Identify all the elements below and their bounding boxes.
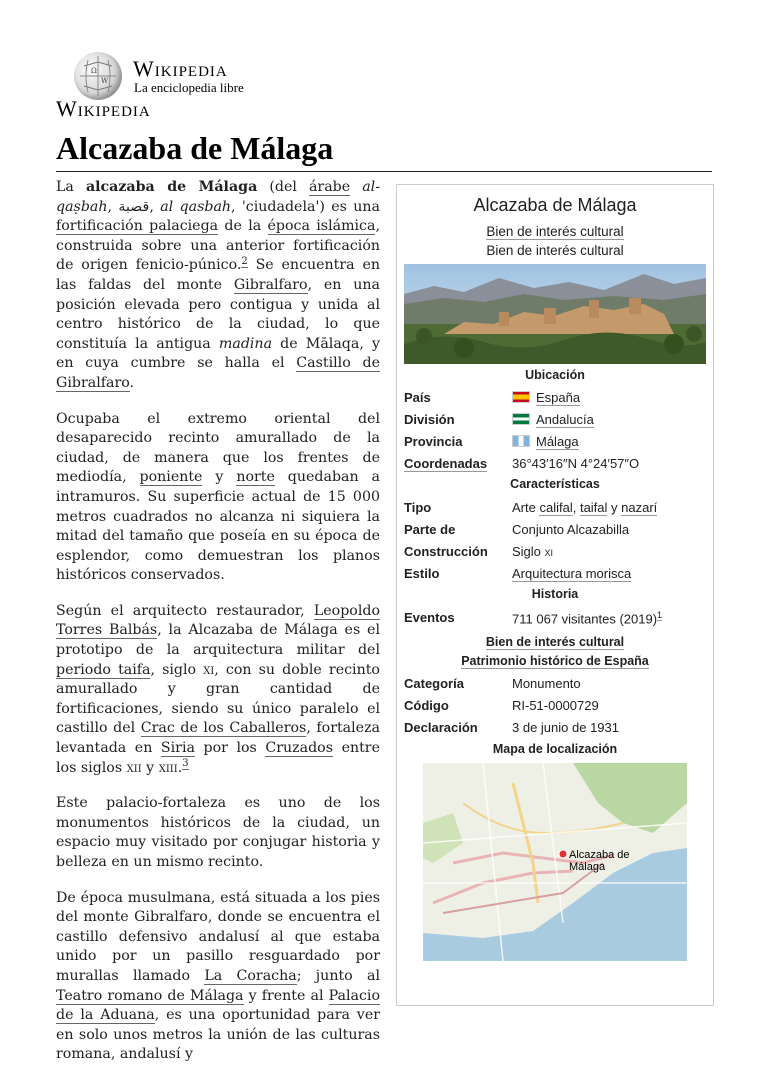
value-categoria: Monumento [512, 676, 581, 691]
link-epoca-islamica[interactable]: época islámica [267, 218, 376, 235]
century-numeral: xi [544, 544, 554, 559]
italic-text: al-qaṣbah [56, 179, 381, 215]
text: , la Alcazaba de Málaga es el prototipo de la arquitectura militar del [56, 622, 380, 659]
label-provincia: Provincia [404, 434, 463, 449]
text: , fortaleza levantada en [56, 720, 381, 757]
infobox-subtitle-link-row [397, 222, 713, 241]
row-declaracion [404, 720, 706, 740]
text: Según el arquitecto restaurador, [56, 602, 314, 619]
malaga-flag-icon [512, 435, 530, 447]
text: Siglo [512, 544, 545, 559]
value-provincia-wrap [512, 434, 579, 449]
map-label: Alcazaba de Málaga [569, 849, 630, 873]
paragraph-2 [56, 410, 380, 586]
century-numeral: xiii [158, 759, 178, 776]
value-eventos: 711 067 visitantes (2019) [512, 611, 658, 627]
value-construccion [512, 544, 553, 559]
row-construccion [404, 544, 706, 564]
link-arabe[interactable]: árabe [308, 179, 351, 195]
text: La [56, 179, 86, 195]
alcazaba-landscape-image [404, 264, 706, 364]
andalucia-flag-icon [512, 413, 530, 425]
row-eventos [404, 610, 706, 630]
label-estilo: Estilo [404, 566, 440, 581]
row-codigo [404, 698, 706, 718]
location-map[interactable] [423, 763, 687, 961]
century-numeral: xi [203, 661, 215, 678]
svg-text:Ω: Ω [91, 67, 97, 75]
arabic-text: قصبة [118, 198, 150, 215]
label-categoria: Categoría [404, 676, 464, 691]
label-declaracion: Declaración [404, 720, 478, 735]
infobox-subtitle-link[interactable]: Bien de interés cultural [486, 224, 624, 239]
label-coordenadas[interactable]: Coordenadas [404, 456, 488, 471]
text: , [149, 198, 161, 215]
puzzle-globe-icon [74, 52, 122, 100]
link-gibralfaro[interactable]: Gibralfaro [233, 276, 308, 293]
row-estilo [404, 566, 706, 586]
text: De época musulmana, está situada a los pies del monte Gibralfaro, donde se encuentra el castillo defensivo andalusí al que estaba unido por un pasillo resguardado por murallas llamado [56, 889, 380, 984]
text: , 'ciudadela') es una [231, 198, 380, 215]
text: de Mālaqa, y en cuya cumbre se halla el [56, 335, 380, 372]
value-parte-de: Conjunto Alcazabilla [512, 522, 630, 537]
text: , construida sobre una anterior fortificación de origen fenicio-púnico. [56, 218, 380, 274]
value-codigo: RI-51-0000729 [512, 698, 599, 713]
text: Ocupaba el extremo oriental del desaparecido recinto amurallado de la ciudad, de manera que los frentes de mediodía, [56, 410, 380, 486]
infobox-subtitle: Bien de interés cultural [486, 243, 624, 258]
link-nazari[interactable]: nazarí [621, 500, 658, 515]
value-eventos-wrap [512, 610, 662, 626]
reference-2[interactable]: 2 [241, 255, 248, 267]
alcazaba-photo[interactable] [404, 264, 706, 364]
text: y [202, 469, 237, 486]
text: Arte [512, 500, 540, 515]
label-pais: País [404, 390, 431, 405]
section-caracteristicas: Características [510, 477, 600, 491]
paragraph-3 [56, 602, 380, 778]
text: . [129, 374, 135, 391]
value-declaracion: 3 de junio de 1931 [512, 720, 619, 735]
link-fortificacion[interactable]: fortificación palaciega [56, 218, 219, 235]
text: , siglo [150, 661, 204, 678]
text: , en una posición elevada pero contigua y unida al centro histórico de la ciudad, lo que constituía la antigua [56, 276, 380, 352]
text: entre los siglos [56, 740, 380, 776]
paragraph-4: Este palacio-fortaleza es uno de los monumentos históricos de la ciudad, un espacio muy visitado por conjugar historia y belleza en un mismo recinto. [56, 795, 380, 870]
value-division-wrap [512, 412, 594, 427]
label-codigo: Código [404, 698, 449, 713]
site-wordmark[interactable]: Wikipedia [133, 56, 228, 81]
site-tagline: La enciclopedia libre [134, 80, 244, 95]
value-division[interactable]: Andalucía [536, 412, 594, 427]
text: , [572, 500, 580, 515]
italic-text: madina [218, 335, 273, 352]
link-palacio-aduana[interactable]: Palacio de la Aduana [56, 987, 381, 1024]
text: y [607, 500, 622, 515]
text: (del [257, 179, 309, 195]
paragraph-1 [56, 178, 380, 394]
text: y frente al [243, 987, 329, 1004]
link-castillo-gibralfaro[interactable]: Castillo de Gibralfaro [56, 355, 380, 391]
link-califal[interactable]: califal [539, 500, 573, 515]
century-numeral: xii [126, 759, 142, 776]
section-ubicacion: Ubicación [525, 368, 585, 382]
malaga-map-image [423, 763, 687, 961]
value-tipo [512, 500, 657, 515]
article-body [56, 178, 380, 1081]
article-subject: alcazaba de Málaga [85, 179, 258, 195]
text: por los [194, 740, 266, 757]
link-periodo-taifa[interactable]: periodo taifa [56, 661, 151, 678]
map-marker-icon [559, 850, 567, 858]
row-parte-de [404, 522, 706, 542]
value-pais[interactable]: España [536, 390, 581, 405]
text: y [141, 759, 159, 776]
link-teatro-romano[interactable]: Teatro romano de Málaga [56, 987, 244, 1004]
link-la-coracha[interactable]: La Coracha [204, 967, 297, 984]
reference-3[interactable]: 3 [182, 757, 189, 769]
link-siria[interactable]: Siria [160, 740, 195, 757]
text: de la [218, 218, 268, 235]
paragraph-5 [56, 889, 380, 1065]
text: ; junto al [296, 967, 381, 984]
text: Se encuentra en las faldas del monte [56, 257, 380, 293]
text: , [107, 198, 119, 215]
link-norte[interactable]: norte [236, 469, 275, 486]
value-pais-wrap [512, 390, 580, 405]
row-provincia [404, 434, 706, 454]
title-divider [56, 171, 712, 172]
link-leopoldo-torres-balbas[interactable]: Leopoldo Torres Balbás [56, 602, 380, 639]
section-bic [397, 635, 713, 649]
link-poniente[interactable]: poniente [139, 469, 203, 486]
value-estilo[interactable]: Arquitectura morisca [512, 566, 632, 581]
row-categoria [404, 676, 706, 696]
text: . [177, 759, 183, 776]
text: , con su doble recinto amurallado y gran cantidad de fortificaciones, siendo su único paralelo el castillo del [56, 661, 380, 737]
text: quedaban a intramuros. Su superficie actual de 15 000 metros cuadrados no alcanza ni siquiera la mitad del tamaño que poseía en su época de esplendor, como demuestran los planos históricos conservados. [56, 469, 380, 584]
link-bic[interactable]: Bien de interés cultural [485, 635, 625, 649]
row-pais [404, 390, 706, 410]
label-eventos: Eventos [404, 610, 455, 625]
link-crac-de-los-caballeros[interactable]: Crac de los Caballeros [140, 720, 307, 737]
row-division [404, 412, 706, 432]
page-title: Alcazaba de Málaga [56, 130, 334, 166]
infobox [396, 184, 714, 1006]
text: , es una oportunidad para ver en solo unos metros la unión de las culturas romana, andalusí y [56, 1007, 380, 1063]
link-taifal[interactable]: taifal [579, 500, 608, 515]
label-construccion: Construcción [404, 544, 488, 559]
row-tipo [404, 500, 706, 520]
infobox-title: Alcazaba de Málaga [473, 195, 637, 215]
value-provincia[interactable]: Málaga [536, 434, 579, 449]
label-division: División [404, 412, 455, 427]
site-wordmark-secondary[interactable]: Wikipedia [56, 96, 151, 121]
value-coordenadas[interactable]: 36°43′16″N 4°24′57″O [512, 456, 640, 471]
section-patrimonio [397, 654, 713, 668]
spain-flag-icon [512, 391, 530, 403]
label-tipo: Tipo [404, 500, 432, 515]
link-patrimonio[interactable]: Patrimonio histórico de España [461, 654, 649, 668]
wikipedia-globe-logo[interactable] [74, 52, 122, 100]
section-historia: Historia [531, 587, 579, 601]
section-mapa: Mapa de localización [492, 742, 618, 756]
row-coordenadas [404, 456, 706, 476]
label-parte-de: Parte de [404, 522, 456, 537]
reference-1[interactable]: 1 [657, 610, 663, 620]
text [350, 179, 362, 195]
link-cruzados[interactable]: Cruzados [265, 740, 334, 757]
italic-text: al qasbah [160, 198, 232, 215]
svg-text:W: W [101, 77, 109, 85]
